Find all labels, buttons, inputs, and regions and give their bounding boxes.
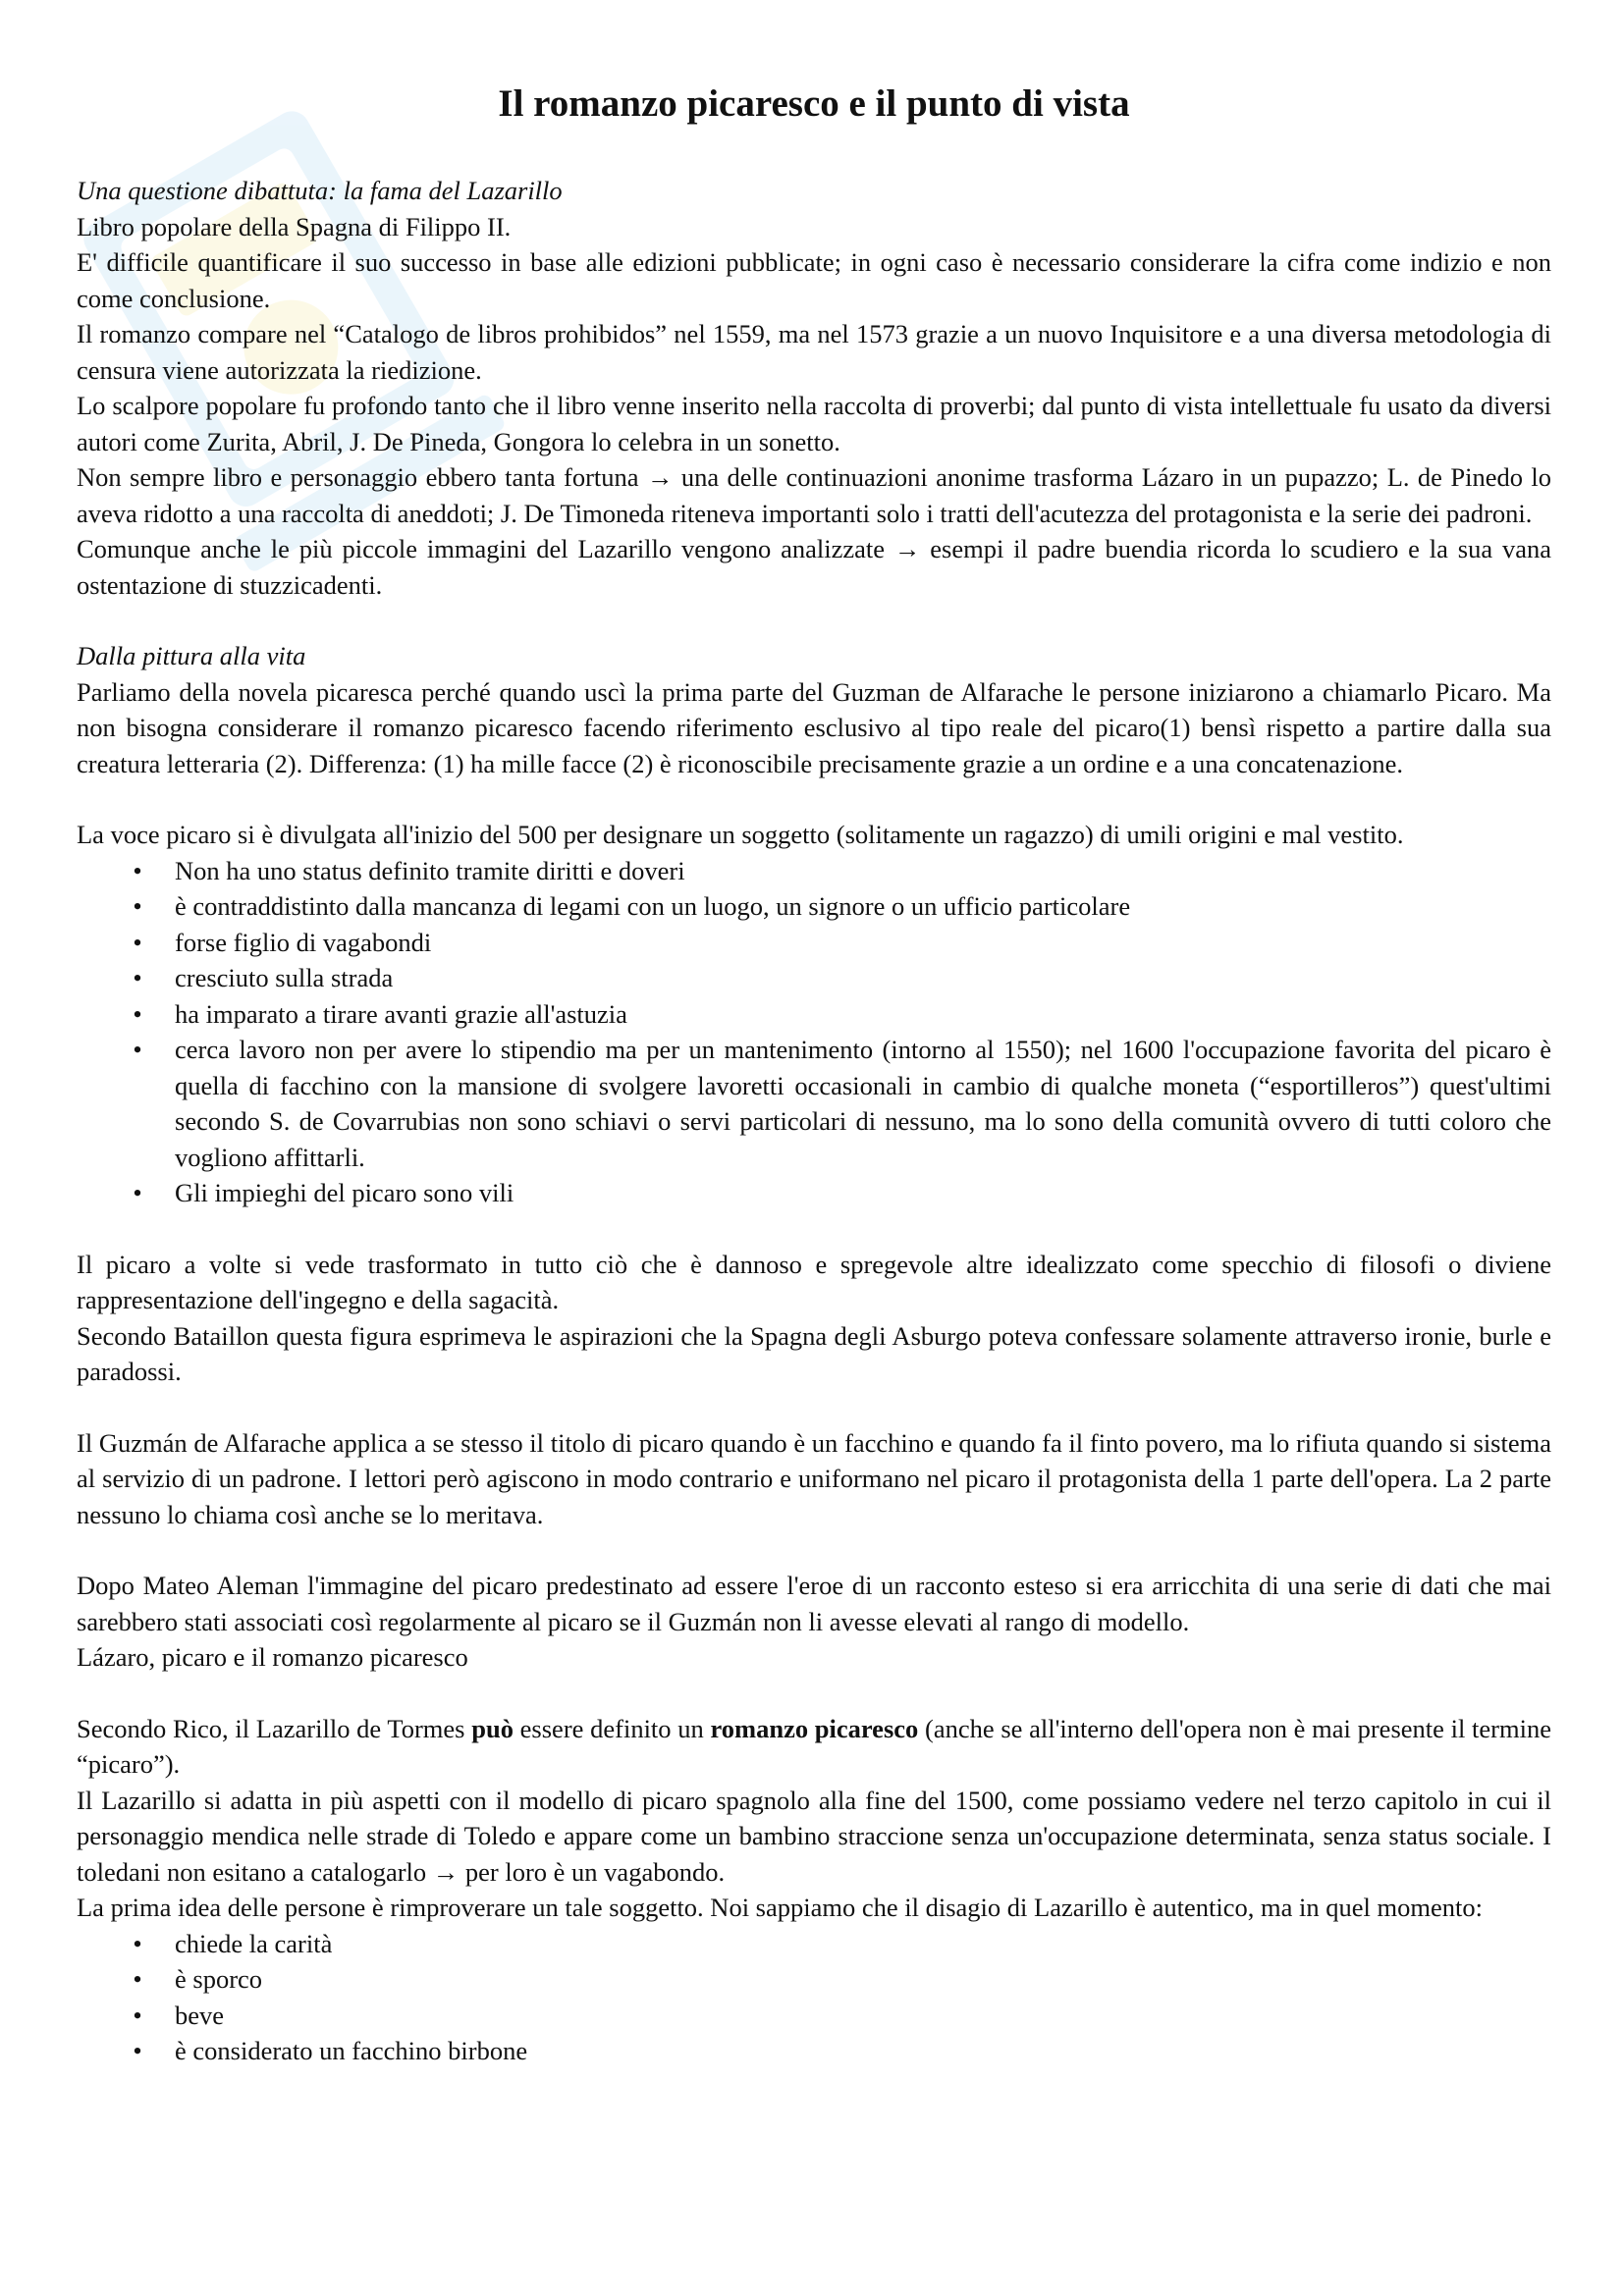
paragraph: Secondo Bataillon questa figura esprimeva le aspirazioni che la Spagna degli Asburgo poteva confessare solamente attraverso ironie, burle e paradossi. bbox=[77, 1320, 1551, 1386]
section-fama-lazarillo bbox=[77, 173, 1551, 603]
list-item: • forse figlio di vagabondi bbox=[175, 925, 1551, 961]
bullet-list bbox=[77, 1926, 1551, 2069]
list-item: • Gli impieghi del picaro sono vili bbox=[175, 1175, 1551, 1211]
paragraph: Comunque anche le più piccole immagini del Lazarillo vengono analizzate → esempi il padre buendia ricorda lo scudiero e la sua vana ostentazione di stuzzicadenti. bbox=[77, 534, 1551, 600]
bullet-icon: • bbox=[133, 1035, 142, 1064]
list-item: • ha imparato a tirare avanti grazie all'astuzia bbox=[175, 996, 1551, 1033]
bullet-icon: • bbox=[133, 998, 142, 1029]
paragraph: La voce picaro si è divulgata all'inizio del 500 per designare un soggetto (solitamente un ragazzo) di umili origini e mal vestito. bbox=[77, 820, 1404, 849]
paragraph: Parliamo della novela picaresca perché quando uscì la prima parte del Guzman de Alfarache le persone iniziarono a chiamarlo Picaro. Ma non bisogna considerare il romanzo picaresco facendo riferimento esclusivo al tipo reale del picaro(1) bensì rispetto a partire dalla sua creatura letteraria (2). Differenza: (1) ha mille facce (2) è riconoscibile precisamente grazie a un ordine e a una concatenazione. bbox=[77, 676, 1551, 778]
bullet-list bbox=[77, 853, 1551, 1211]
bullet-icon: • bbox=[133, 2000, 142, 2030]
section-lazaro-picaro bbox=[77, 1711, 1551, 2069]
bullet-icon: • bbox=[133, 1964, 142, 1994]
list-item: • Non ha uno status definito tramite diritti e doveri bbox=[175, 853, 1551, 889]
paragraph: Secondo Rico, il Lazarillo de Tormes può essere definito un romanzo picaresco (anche se all'interno dell'opera non è mai presente il termine “picaro”). bbox=[77, 1713, 1551, 1779]
bullet-icon: • bbox=[133, 1178, 142, 1207]
paragraph: Il picaro a volte si vede trasformato in tutto ciò che è dannoso e spregevole altre idealizzato come specchio di filosofi o diviene rappresentazione dell'ingegno e della sagacità. bbox=[77, 1249, 1551, 1314]
paragraph: Il Guzmán de Alfarache applica a se stesso il titolo di picaro quando è un facchino e quando fa il finto povero, ma lo rifiuta quando si sistema al servizio di un padrone. I lettori però agiscono in modo contrario e uniformano nel picaro il protagonista della 1 parte dell'opera. La 2 parte nessuno lo chiama così anche se lo meritava. bbox=[77, 1427, 1551, 1529]
section-heading: Una questione dibattuta: la fama del Lazarillo bbox=[77, 176, 563, 205]
bullet-icon: • bbox=[133, 927, 142, 957]
paragraph: Il Lazarillo si adatta in più aspetti con il modello di picaro spagnolo alla fine del 1500, come possiamo vedere nel terzo capitolo in cui il personaggio mendica nelle strade di Toledo e appare come un bambino straccione senza un'occupazione determinata, senza status sociale. I toledani non esitano a catalogarlo → per loro è un vagabondo. bbox=[77, 1785, 1551, 1887]
list-item: • chiede la carità bbox=[175, 1926, 1551, 1962]
list-item: • è contraddistinto dalla mancanza di legami con un luogo, un signore o un ufficio particolare bbox=[175, 888, 1551, 925]
paragraph: Il romanzo compare nel “Catalogo de libros prohibidos” nel 1559, ma nel 1573 grazie a un nuovo Inquisitore e a una diversa metodologia di censura viene autorizzata la riedizione. bbox=[77, 319, 1551, 385]
bullet-icon: • bbox=[133, 1928, 142, 1958]
list-item: • cerca lavoro non per avere lo stipendio ma per un mantenimento (intorno al 1550); nel 1600 l'occupazione favorita del picaro è quella di facchino con la mansione di svolgere lavoretti occasionali in cambio di qualche moneta (“esportilleros”) quest'ultimi secondo S. de Covarrubias non sono schiavi o servi particolari di nessuno, ma lo sono della comunità ovvero di tutti coloro che vogliono affittarli. bbox=[175, 1032, 1551, 1175]
section-heading: Dalla pittura alla vita bbox=[77, 641, 306, 670]
paragraph: E' difficile quantificare il suo successo in base alle edizioni pubblicate; in ogni caso è necessario considerare la cifra come indizio e non come conclusione. bbox=[77, 247, 1551, 313]
paragraph: La prima idea delle persone è rimproverare un tale soggetto. Noi sappiamo che il disagio di Lazarillo è autentico, ma in quel momento: bbox=[77, 1893, 1483, 1922]
paragraph: Non sempre libro e personaggio ebbero tanta fortuna → una delle continuazioni anonime trasforma Lázaro in un pupazzo; L. de Pinedo lo aveva ridotto a una raccolta di aneddoti; J. De Timoneda riteneva importanti solo i tratti dell'acutezza del protagonista e la serie dei padroni. bbox=[77, 462, 1551, 528]
bullet-icon: • bbox=[133, 891, 142, 921]
paragraph: Lo scalpore popolare fu profondo tanto che il libro venne inserito nella raccolta di proverbi; dal punto di vista intellettuale fu usato da diversi autori come Zurita, Abril, J. De Pineda, Gongora lo celebra in un sonetto. bbox=[77, 391, 1551, 456]
list-item: • beve bbox=[175, 1998, 1551, 2034]
bullet-icon: • bbox=[133, 855, 142, 885]
paragraph: Lázaro, picaro e il romanzo picaresco bbox=[77, 1642, 468, 1672]
paragraph: Dopo Mateo Aleman l'immagine del picaro predestinato ad essere l'eroe di un racconto esteso si era arricchita di una serie di dati che mai sarebbero stati associati così regolarmente al picaro se il Guzmán non li avesse elevati al rango di modello. bbox=[77, 1571, 1551, 1636]
list-item: • cresciuto sulla strada bbox=[175, 960, 1551, 996]
document-page bbox=[77, 80, 1551, 2069]
list-item: • è sporco bbox=[175, 1961, 1551, 1998]
section-pittura-vita bbox=[77, 638, 1551, 1676]
list-item: • è considerato un facchino birbone bbox=[175, 2033, 1551, 2069]
bullet-icon: • bbox=[133, 2036, 142, 2065]
paragraph: Libro popolare della Spagna di Filippo II. bbox=[77, 211, 512, 241]
bullet-icon: • bbox=[133, 963, 142, 992]
document-title: Il romanzo picaresco e il punto di vista bbox=[498, 82, 1130, 125]
